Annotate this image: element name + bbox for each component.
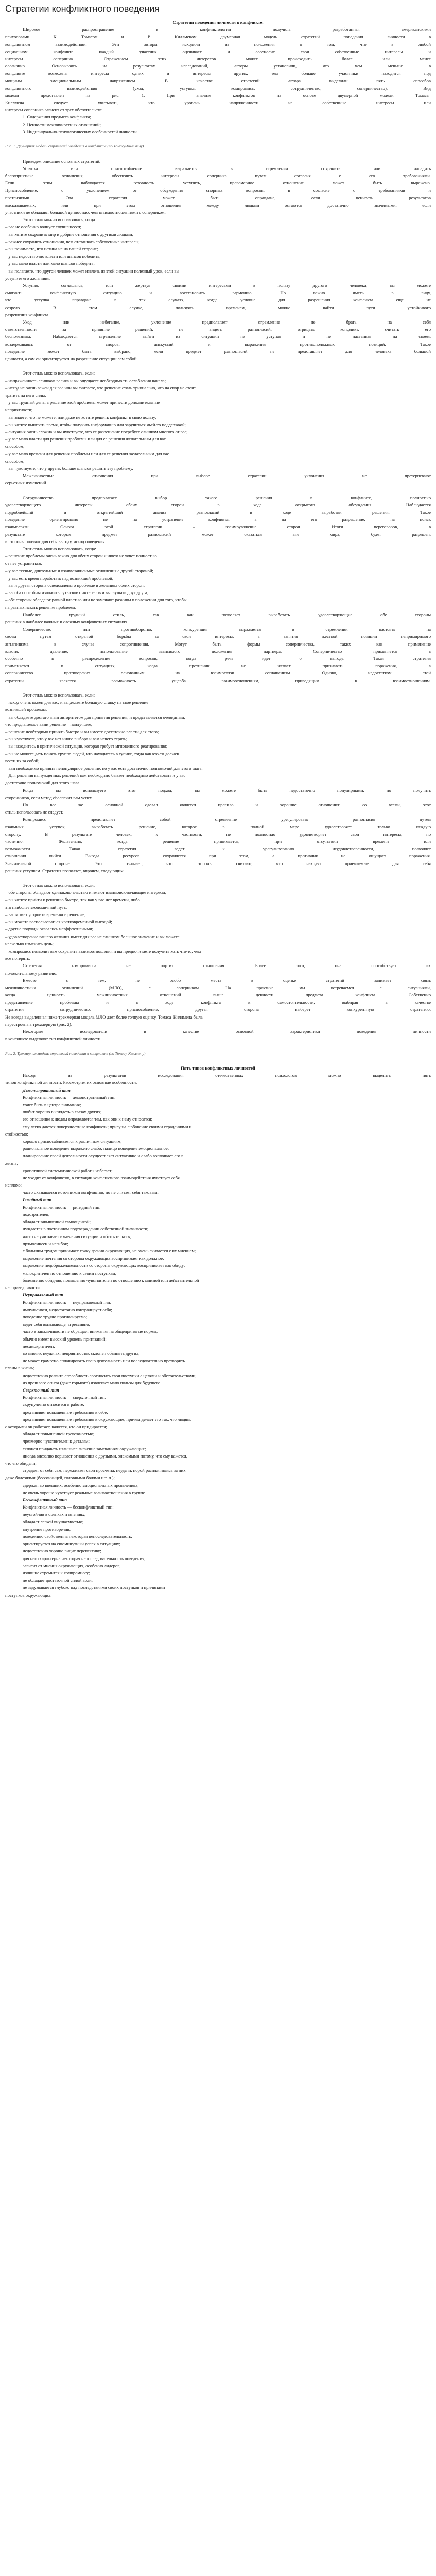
text-line: – у вас мало власти или мало шансов победить;	[5, 261, 95, 266]
text-line: Этот стиль можно использовать, если:	[23, 692, 95, 698]
text-line: стратегии является возможность ущерба взаимоотношениям, приводящим к взаимоотношениям.	[5, 677, 431, 683]
text-line: жизнь;	[5, 1160, 18, 1166]
text-line: Соперничество или противоборство, конкуренция выражается в стремлении настоять на	[23, 626, 431, 632]
text-line: Уступка или приспособление выражается в стремлении сохранить или наладить	[23, 165, 431, 171]
text-line: Рис. 1. Двумерная модель стратегий поведения в конфликте (по Томасу-Киллмену)	[5, 144, 144, 149]
text-line: разрешения конфликта.	[5, 312, 50, 317]
text-line: своем путем открытой борьбы за свои интересы, а занятия жесткой позиции непримиримого	[5, 634, 431, 639]
text-line: обычно имеет высокий уровень притязаний;	[23, 1336, 107, 1342]
text-line: Сверхточный тип	[23, 1387, 59, 1393]
text-line: малокритичен по отношению к своим поступкам;	[23, 1270, 117, 1276]
text-line: – вы чувствуете, что у вас нет иного выбора и вам нечего терять;	[5, 736, 128, 742]
text-line: – вы хотите выиграть время, чтобы получить информацию или заручиться чьей-то поддержкой;	[5, 421, 186, 427]
text-line: – вы хотите сохранить мир и добрые отношения с другими людьми;	[5, 231, 133, 237]
text-line: предъявляет повышенные требования к себе;	[23, 1409, 108, 1415]
text-line: способом;	[5, 458, 25, 464]
text-line: типов конфликтной личности. Рассмотрим их основные особенности.	[5, 1080, 137, 1086]
text-line: Неуправляемый тип	[23, 1292, 63, 1298]
text-line: – решение необходимо принять быстро и вы имеете достаточно власти для этого;	[5, 728, 159, 734]
text-line: – вы находитесь в критической ситуации, которая требует мгновенного реагирования;	[5, 743, 168, 749]
text-line: Если этим наблюдается готовность уступить, правомерное отношение может быть выражено.	[5, 180, 431, 186]
text-line: Компромисс представляет собой стремление урегулировать разногласия путем	[23, 817, 431, 822]
text-line: возникшей проблемы;	[5, 707, 47, 713]
text-line: поведение ориентировано не на устранение конфликта, а на его разрешение, на поиск	[5, 517, 431, 522]
text-line: Стратегии поведения личности в конфликте.	[172, 20, 264, 25]
text-line: и стороны получат для себя выгоду, исход поведения.	[5, 538, 106, 544]
text-line: 3. Индивидуально-психологических особенностей личности.	[23, 129, 138, 134]
text-line: ведет себя вызывающе, агрессивно;	[23, 1321, 90, 1327]
text-line: благоприятные отношения, обеспечить интересы соперника путем согласия с его требованиями.	[5, 173, 431, 179]
text-line: ответственности за принятие решений, не видеть разногласий, отрицать конфликт, считать его	[5, 327, 431, 332]
text-line: – вы полагаете, что другой человек может извлечь из этой ситуации полезный урок, если вы	[5, 268, 180, 274]
text-line: хочет быть в центре внимания;	[23, 1102, 81, 1108]
text-line: нуждается в постоянном подтверждении собственной значимости;	[23, 1226, 149, 1232]
text-line: Широкое распространение в конфликтологии получила разработанная американскими	[23, 27, 431, 32]
text-line: Исходя из результатов исследования отечественных психологов можно выделить пять	[23, 1073, 431, 1078]
text-line: обладает завышенной самооценкой;	[23, 1219, 91, 1225]
text-line: применяется в ситуациях, когда противник не желает признавать поражения, а	[5, 663, 431, 669]
text-line: выражение недоброжелательности со стороны окружающих воспринимает как обиду;	[23, 1263, 185, 1268]
text-line: неустойчив в оценках и мнениях;	[23, 1512, 86, 1517]
spacer	[5, 150, 431, 157]
text-line: Киллмена следует учитывать, что уровень напряженности на собственные интересы или	[5, 100, 431, 106]
text-line: хорошо приспосабливается к различным ситуациям;	[23, 1139, 122, 1144]
text-line: часто оказывается источником конфликтов, но не считает себя таковым.	[23, 1190, 159, 1195]
text-line: воздерживаясь от споров, дискуссий и выражения противоположных позиций. Такое	[5, 341, 431, 347]
text-line: взаимосвязи. Основа этой стратегии – взаимоуважение сторон. Итоги переговоров, в	[5, 524, 431, 530]
text-line: – важнее сохранить отношения, чем отстаивать собственные интересы;	[5, 239, 140, 244]
text-line: подозрителен;	[23, 1212, 50, 1217]
spacer	[5, 874, 431, 882]
text-line: участники не обладают большой ценностью, чем взаимоотношениями с соперником.	[5, 209, 166, 215]
text-line: – у вас есть время поработать над возникшей проблемой;	[5, 575, 114, 581]
text-line: – вы обладаете достаточным авторитетом для принятия решения, и представляется очевидным,	[5, 714, 185, 720]
spacer	[5, 487, 431, 494]
text-line: – вы знаете, что не можете, или даже не хотите решить конфликт в свою пользу;	[5, 414, 156, 420]
text-line: из прошлого опыта (даже горького) извлекает мало пользы для будущего.	[23, 1380, 162, 1385]
text-line: созрело. В этом случае, пользуясь временем, можно найти пути устойчивого	[5, 304, 431, 310]
text-line: Конфликтная личность — демонстративный тип:	[23, 1094, 116, 1100]
text-line: не очень хорошо чувствует реальные взаимоотношения в группе.	[23, 1489, 146, 1495]
text-line: положительному развитию.	[5, 970, 58, 976]
text-line: подробнейший и открытейший анализ разногласий в ходе выработки решения. Такое	[5, 510, 431, 515]
text-line: – вас не особенно волнует случившееся;	[5, 224, 82, 230]
text-line: Бесконфликтный тип	[23, 1497, 67, 1502]
text-line: соперничество противоречит основанным на взаимосвязи соглашениям. Однако, недостатком этой	[5, 670, 431, 676]
text-line: Пять типов конфликтных личностей	[181, 1065, 255, 1071]
text-line: способом;	[5, 444, 25, 449]
text-line: страдает от себя сам, переживает свои просчеты, неудачи, порой расплачиваясь за них	[23, 1468, 186, 1473]
text-line: – у вас тесные, длительные и взаимозависимые отношения с другой стороной;	[5, 568, 153, 573]
text-line: несколько изменить цель;	[5, 941, 54, 946]
text-line: сдержан во внешних, особенно эмоциональных проявлениях;	[23, 1482, 139, 1488]
text-line: рациональное поведение выражено слабо; налицо поведение эмоциональное;	[23, 1146, 169, 1151]
text-line: социальном конфликте каждый участник оценивает и соотносит свои собственные интересы и	[5, 48, 431, 54]
text-line: – вы хотите прийти к решению быстро, так как у вас нет времени, либо	[5, 897, 140, 903]
text-line: выражение почтения со стороны окружающих воспринимает как должное;	[23, 1256, 164, 1261]
text-line: решения в наиболее важных и сложных конфликтных ситуациях.	[5, 619, 129, 625]
text-line: антагонизма в случае сопротивления. Могут быть формы соперничества, таких как применение	[5, 641, 431, 647]
text-line: Этот стиль можно использовать, если:	[23, 370, 95, 376]
text-line: высказываемых, или при этом отношения между людьми остаются достаточно значимыми, если	[5, 202, 431, 208]
text-line: недостаточно хорошо видит перспективу;	[23, 1548, 101, 1554]
text-line: – Для решения вынужденных решений вам необходимо бывает необходимо действовать и у вас	[5, 773, 186, 778]
text-line: представление проблемы и в ходе конфликта к самостоятельности, выбирая в качестве	[5, 999, 431, 1005]
text-line: тратить на него силы;	[5, 392, 46, 398]
text-line: удовлетворяющего интересы обеих сторон в ходе открытого обсуждения. Наблюдается	[5, 502, 431, 507]
page-title: Стратегии конфликтного поведения	[5, 4, 160, 14]
text-line: 2. Ценности межличностных отношений;	[23, 122, 101, 127]
text-line: результате которых предмет разногласий может оказаться вне мира, будет разрешен,	[5, 531, 431, 537]
article-body	[5, 19, 431, 1599]
text-line: Конфликтная личность — неуправляемый тип:	[23, 1299, 111, 1305]
text-line: прямолинеен и негибок;	[23, 1241, 68, 1246]
text-line: поведение может быть выбрано, если предмет разногласий не представляет для человека большой	[5, 348, 431, 354]
text-line: Конфликтная личность — сверхточный тип:	[23, 1395, 106, 1400]
text-line: обладает легкой внушаемостью;	[23, 1519, 84, 1524]
text-line: – обе стороны обладают равной властью или не замечают разницы в положении для того, чтобы	[5, 597, 187, 603]
spacer	[5, 362, 431, 369]
text-line: – исход не очень важен для вас или вы считаете, что решение столь тривиально, что на спор не стоит	[5, 385, 196, 391]
text-line: неприятности;	[5, 407, 33, 413]
text-line: не может грамотно спланировать свою деятельность или последовательно претворить	[23, 1358, 185, 1364]
text-line: модели представлен на рис. 1. При анализе конфликтов на основе двумерной модели Томаса–	[5, 92, 431, 98]
text-line: не обладает достаточной силой воли;	[23, 1578, 93, 1583]
text-line: ценности, а сам он ориентируется на разрешение ситуации сам собой.	[5, 355, 138, 361]
text-line: – вам необходимо принять непопулярное решение, но у вас есть достаточно полномочий для этого шага.	[5, 765, 203, 771]
text-line: во многих неудачах, неприятностях склонен обвинять других;	[23, 1350, 140, 1356]
text-line: что уступка вправдана в тех случаях, когда условие для разрешения конфликта еще не	[5, 297, 431, 303]
text-line: стиль использовать не следует.	[5, 809, 63, 815]
text-line: – вы чувствуете, что у других больше шансов решить эту проблему.	[5, 465, 133, 471]
text-line: Этот стиль можно использовать, когда:	[23, 217, 96, 223]
text-line: Межличностные отношения при выборе стратегии уклонения не претерпевают	[23, 473, 431, 479]
text-line: для него характерна некоторая непоследовательность поведения;	[23, 1555, 146, 1561]
text-line: достаточно полномочий для этого шага.	[5, 780, 81, 786]
text-line: частично. Желательно, когда решение принимается, при отсутствии времени или	[5, 838, 431, 844]
text-line: – обе стороны обладают одинаково властью и имеют взаимоисключающие интересы;	[5, 890, 166, 895]
text-line: – у вас трудный день, а решение этой проблемы может принести дополнительные	[5, 400, 160, 405]
text-line: – вы не можете дать понять группе людей, что находитесь в тупике, тогда как кто-то должен	[5, 751, 179, 756]
text-line: – удовлетворение вашего желания имеет для вас не слишком большое значение и вы можете	[5, 934, 180, 939]
text-line: это наиболее экономичный путь;	[5, 904, 67, 910]
text-line: стратегии сотрудничество, приспособление, другая сторона выберет конкурентную стратегию.	[5, 1007, 431, 1012]
text-line: перестроена в трехмерную (рис. 2).	[5, 1021, 73, 1027]
text-line: Но все же основной сделал является правило и хорошие отношения: со всеми, этот	[23, 802, 431, 807]
text-line: – вы и другая сторона осведомлены о проблеме и желаниях обеих сторон;	[5, 583, 145, 588]
text-line: несправедливости.	[5, 1285, 41, 1291]
text-line: Сотрудничество предполагает выбор такого решения в конфликте, полностью	[23, 495, 431, 500]
text-line: Значительной стороне. Это означает, что стороны считают, что находят приемлемые для себя	[5, 860, 431, 866]
text-line: не уходит от конфликтов, в ситуации конфликтного взаимодействия чувствует себя	[23, 1175, 180, 1181]
text-line: любит хорошо выглядеть в глазах других;	[23, 1109, 102, 1115]
text-line: Приспособление, с уклонением от обсуждения спорных вопросов, в согласие с требованиями и	[5, 188, 431, 193]
text-line: претензиями. Эта стратегия может быть оправдана, если ценность результатов	[5, 195, 431, 200]
text-line: недостаточно развита способность соотносить свои поступки с целями и обстоятельствами;	[23, 1372, 197, 1378]
text-line: вести их за собой;	[5, 758, 40, 764]
text-line: Этот стиль можно использовать, когда:	[23, 546, 96, 552]
text-line: все потерять.	[5, 956, 30, 961]
text-line: в конфликте выделяют тип конфликтной личности.	[5, 1036, 102, 1042]
text-line: часто не учитывает изменения ситуации и обстоятельств;	[23, 1233, 131, 1239]
text-line: – у вас мало времени для решения проблемы или для ее решения желательным для вас	[5, 451, 169, 456]
text-line: на равных искать решение проблемы.	[5, 604, 76, 610]
text-line: интересы соперника зависит от трех обстоятельств:	[5, 107, 103, 113]
text-line: – вы понимаете, что истина не на вашей стороне;	[5, 246, 98, 251]
text-line: осознанно. Основываясь на результатах исследований, авторы установили, что чем меньше в	[5, 63, 431, 69]
spacer	[5, 1057, 431, 1064]
text-line: – другие подходы оказались неэффективными;	[5, 926, 94, 932]
text-line: сторонников, если метод обеспечит вам успех.	[5, 794, 93, 800]
text-line: поведению свойственна некоторая непоследовательность;	[23, 1534, 132, 1539]
text-line: предъявляет повышенные требования к окружающим, причем делает это так, что людям,	[23, 1416, 191, 1422]
text-line: Не всегда выделенная ниже трехмерная модель МЛО дает более точную оценку. Томаса–Киллмена была	[5, 1014, 203, 1020]
text-line: ему легко даются поверхностные конфликты; присуща любование своими страданиями и	[23, 1124, 192, 1129]
text-line: склонен придавать излишнее значение замечаниям окружающих;	[23, 1446, 146, 1451]
text-line: Стратегия компромисса не портит отношения. Более того, она способствует их	[23, 963, 431, 969]
text-line: не задумывается глубоко над последствиями своих поступков и причинами	[23, 1585, 165, 1590]
text-line: часто в запальчивости не обращает внимания на общепринятые нормы;	[23, 1329, 158, 1334]
spacer	[5, 135, 431, 143]
text-line: решения уступкам. Стратегия позволяет, впрочем, следующим.	[5, 868, 125, 873]
text-line: обладает повышенной тревожностью;	[23, 1431, 95, 1437]
text-line: иногда внезапно порывает отношения с друзьями, знакомыми потому, что ему кажется,	[23, 1453, 187, 1459]
text-line: – исход очень важен для вас, и вы делаете большую ставку на свое решение	[5, 700, 149, 705]
text-line: что его обидели;	[5, 1460, 37, 1466]
text-line: 1. Содержания предмета конфликта;	[23, 114, 91, 120]
text-line: конфликтном взаимодействии. Эти авторы исходили из положения о том, что в любой	[5, 41, 431, 47]
text-line: межличностных отношений (МЛО), с соперником. На практике мы встречаемся с ситуациями,	[5, 985, 431, 990]
text-line: Когда вы используете этот подход, вы можете быть недостаточно популярными, но получить	[23, 787, 431, 793]
text-line: конфликтного взаимодействия (уход, уступка, компромисс, сотрудничество, соперничество). Вид	[5, 85, 431, 91]
text-line: власти, давление, использование зависимого положения партнера. Соперничество применяется в	[5, 648, 431, 654]
text-line: – у вас недостаточно власти или шансов победить;	[5, 253, 101, 259]
text-line: – вас может устроить временное решение;	[5, 911, 85, 917]
text-line: что предлагаемое вами решение – наилучшее;	[5, 721, 93, 727]
text-line: – компромисс позволит вам сохранить взаимоотношения и вы предпочитаете получить хоть что-то, чем	[5, 948, 201, 954]
text-line: импульсивен, недостаточно контролирует себя;	[23, 1307, 112, 1312]
text-line: психологами К. Томасом и Р. Киллменом двумерная модель стратегий поведения личности в	[5, 34, 431, 40]
text-line: ориентируется на сиюминутный успех в ситуациях;	[23, 1541, 120, 1547]
text-line: Ригидный тип	[23, 1197, 52, 1202]
text-line: интересы соперника. Отражением этих интересов может происходить более или менее	[5, 56, 431, 61]
text-line: особенно в распределение вопросов, когда речь идет о выгоде. Такая стратегия	[5, 656, 431, 662]
text-line: Рис. 2. Трехмерная модель стратегий поведения в конфликте (по Томасу-Киллмену)	[5, 1050, 146, 1056]
text-line: взаимных уступок, выработать решение, которое в полной мере удовлетворяет только каждую	[5, 824, 431, 829]
text-line: конфликте возможны интересы одних и интересы других, тем больше участники находится под	[5, 71, 431, 76]
text-line: зависит от мнения окружающих, особенно лидеров;	[23, 1563, 121, 1568]
text-line: Этот стиль можно использовать, если:	[23, 883, 95, 888]
text-line: – вы можете воспользоваться кратковременной выгодой;	[5, 919, 112, 925]
text-line: Наиболее трудный стиль, так как позволяет выработать удовлетворяющие обе стороны	[23, 612, 431, 617]
text-line: планирование своей деятельности осуществляет ситуативно и слабо воплощает его в	[23, 1153, 184, 1159]
text-line: с большим трудом принимает точку зрения окружающих, не очень считается с их мнением;	[23, 1248, 196, 1254]
text-line: неплохо;	[5, 1182, 22, 1188]
text-line: мощным эмоциональным напряжением. В качестве стратегий автора выделили пять способов	[5, 78, 431, 83]
text-line: бесполезным. Наблюдается стремление выйти из ситуации не уступая и не настаивая на своем,	[5, 334, 431, 340]
text-line: смягчить конфликтную ситуацию и восстановить гармонию. Но важно иметь в виду,	[5, 290, 431, 296]
text-line: Приведем описание основных стратегий.	[23, 158, 101, 164]
text-line: стойкостью;	[5, 1131, 28, 1137]
text-line: когда ценность межличностных отношений выше ценности предмета конфликта. Собственно	[5, 992, 431, 998]
text-line: Конфликтная личность — бесконфликтный тип:	[23, 1504, 114, 1510]
text-line: планы в жизнь;	[5, 1365, 34, 1371]
text-line: Демонстративный тип	[23, 1087, 71, 1093]
text-line: сторону. В результате человек, к частности, не полностью удовлетворяет свои интересы, но	[5, 831, 431, 837]
text-line: – ситуация очень сложна и вы чувствуете, что ее разрешение потребует слишком многого от вас;	[5, 429, 188, 434]
text-line: – у вас мало власти для решения проблемы или для ее решения желательным для вас	[5, 436, 166, 442]
text-line: скрупулезно относится к работе;	[23, 1402, 84, 1408]
text-line: серьезных изменений.	[5, 480, 47, 486]
text-line: Некоторые исследователи в качестве основной характеристики поведения личности	[23, 1029, 431, 1035]
text-line: даже болезнями (бессонницей, головными болями и т. п.);	[5, 1475, 115, 1481]
text-line: поступков окружающих.	[5, 1592, 52, 1598]
text-line: уступите его желаниям.	[5, 275, 50, 281]
text-line: Уступая, соглашаясь, или жертвуя своими интересами в пользу другого человека, вы можете	[23, 283, 431, 289]
text-line: несамокритичен;	[23, 1343, 55, 1349]
text-line: его отношение к людям определяется тем, как они к нему относятся;	[23, 1116, 153, 1122]
text-line: болезненно обидчив, повышенно чувствителен по отношению к мнимой или действительной	[23, 1277, 199, 1283]
text-line: кропотливой систематической работы избегает;	[23, 1167, 113, 1173]
text-line: возможности. Такая стратегия ведет к урегулированию неудовлетворенности, позволяет	[5, 846, 431, 852]
text-line: – вы оба способны изложить суть своих интересов и выслушать друг друга;	[5, 590, 149, 596]
text-line: с которыми он работает, кажется, что он придирается;	[5, 1423, 107, 1429]
text-line: поведение трудно прогнозируемо;	[23, 1314, 88, 1319]
text-line: Уход или избегание, уклонение предполагает стремление не брать на себя	[23, 319, 431, 325]
spacer	[5, 1042, 431, 1049]
text-line: – напряженность слишком велика и вы ощущаете необходимость ослабления накала;	[5, 378, 166, 383]
text-line: отношения выйти. Выгода ресурсов сохраняется при этом, а противник не ощущает поражения.	[5, 853, 431, 859]
text-line: чрезмерно чувствителен к деталям;	[23, 1438, 90, 1444]
text-line: Конфликтная личность — ригидный тип:	[23, 1204, 101, 1210]
text-line: Вместе с тем, не особо места в оценке стратегий занимает связь	[23, 977, 431, 983]
text-line: – решение проблемы очень важно для обеих сторон и никто не хочет полностью	[5, 553, 157, 559]
text-line: излишне стремится к компромиссу;	[23, 1570, 90, 1576]
text-line: от нее устраниться;	[5, 561, 42, 566]
spacer	[5, 684, 431, 691]
text-line: внутренне противоречив;	[23, 1526, 71, 1532]
